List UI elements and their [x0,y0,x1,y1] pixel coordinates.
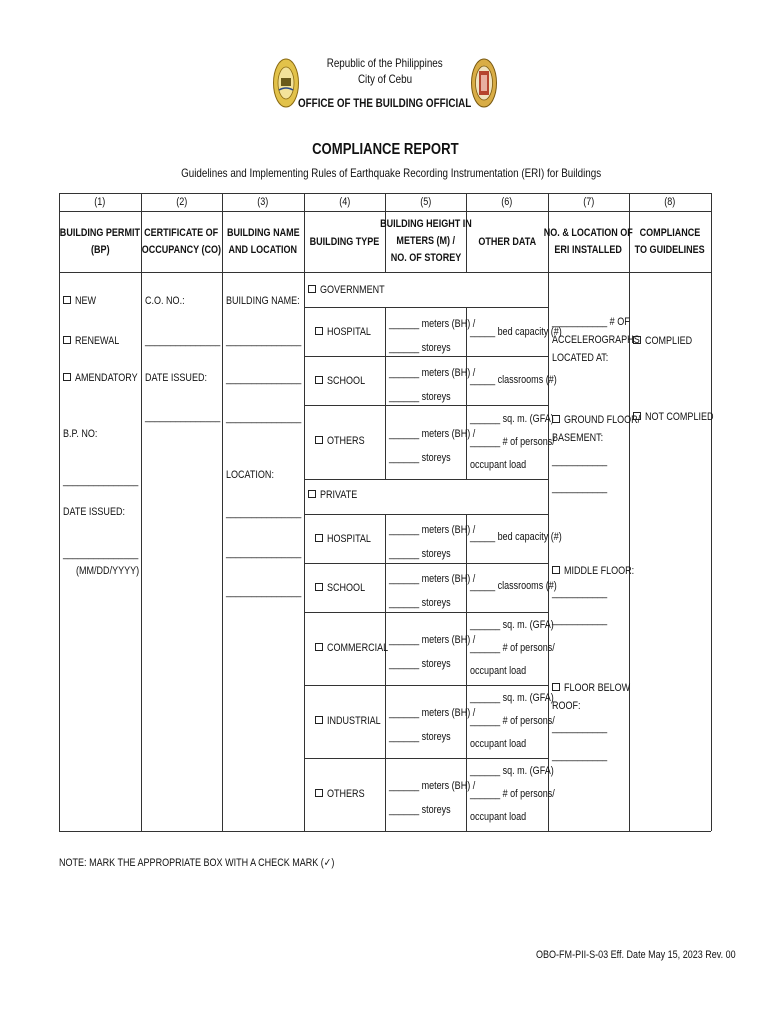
other-pvt-others[interactable]: ______ sq. m. (GFA) ______ # of persons/ occupant load [470,765,555,823]
co-no-field[interactable]: _______________ [145,335,221,347]
bp-no-label: B.P. NO: [63,428,98,440]
page-title: COMPLIANCE REPORT [311,141,459,158]
height-pvt-industrial[interactable]: ______ meters (BH) / ______ storeys [389,707,476,743]
height-pvt-commercial[interactable]: ______ meters (BH) / ______ storeys [389,634,476,670]
col-header-building-height: BUILDING HEIGHT IN METERS (M) / NO. OF STOREY [379,218,472,264]
co-no-label: C.O. NO.: [145,295,185,307]
height-gov-school[interactable]: ______ meters (BH) / ______ storeys [389,367,476,403]
location-field-1[interactable]: _______________ [226,507,302,519]
checkbox-floor-below-roof[interactable]: FLOOR BELOW ROOF: [552,682,631,712]
location-label: LOCATION: [226,469,274,481]
checkbox-not-complied[interactable]: NOT COMPLIED [633,411,729,423]
checkbox-new[interactable]: NEW [63,295,101,307]
height-pvt-school[interactable]: ______ meters (BH) / ______ storeys [389,573,476,609]
checkbox-gov-hospital[interactable]: HOSPITAL [315,326,381,338]
checkbox-complied[interactable]: COMPLIED [633,335,702,347]
col-header-building-permit: BUILDING PERMIT (BP) [59,226,141,256]
checkbox-middle-floor[interactable]: MIDDLE FLOOR: [552,565,650,577]
checkbox-pvt-school[interactable]: SCHOOL [315,582,373,594]
checkbox-gov-others[interactable]: OTHERS [315,435,373,447]
col-num-1: (1) [94,196,106,208]
ground-floor-field-2[interactable]: ___________ [552,482,608,494]
col-header-other-data: OTHER DATA [478,235,536,248]
col-num-5: (5) [419,196,432,208]
other-pvt-commercial[interactable]: ______ sq. m. (GFA) ______ # of persons/ occupant load [470,619,555,677]
middle-floor-field-1[interactable]: ___________ [552,587,608,599]
checkbox-pvt-commercial[interactable]: COMMERCIAL [315,642,402,654]
middle-floor-field-2[interactable]: ___________ [552,614,608,626]
checkbox-ground-floor[interactable]: GROUND FLOOR/ BASEMENT: [552,414,641,444]
col-header-building-name: BUILDING NAME AND LOCATION [226,226,300,256]
col-num-8: (8) [664,196,676,208]
other-gov-school[interactable]: _____ classrooms (#) [470,374,557,386]
other-gov-others[interactable]: ______ sq. m. (GFA) ______ # of persons/ occupant load [470,413,555,471]
eri-count-field[interactable]: ___________ # OF ACCELEROGRAPHS LOCATED AT: [552,316,640,364]
check-mark-note: NOTE: MARK THE APPROPRIATE BOX WITH A CHECK MARK (✓) [59,857,335,869]
bp-date-field[interactable]: _______________ [63,548,139,560]
other-gov-hospital[interactable]: _____ bed capacity (#) [470,326,562,338]
checkbox-pvt-hospital[interactable]: HOSPITAL [315,533,381,545]
checkbox-private[interactable]: PRIVATE [308,489,365,501]
checkbox-pvt-others[interactable]: OTHERS [315,788,373,800]
building-name-field-1[interactable]: _______________ [226,335,302,347]
form-code-footer: OBO-FM-PII-S-03 Eff. Date May 15, 2023 Rev. 00 [536,949,736,961]
height-gov-others[interactable]: ______ meters (BH) / ______ storeys [389,428,476,464]
checkbox-amendatory[interactable]: AMENDATORY [63,372,151,384]
col-header-eri-location: NO. & LOCATION OF ERI INSTALLED [543,226,634,256]
checkbox-pvt-industrial[interactable]: INDUSTRIAL [315,715,392,727]
other-pvt-school[interactable]: _____ classrooms (#) [470,580,557,592]
col-header-certificate-occupancy: CERTIFICATE OF OCCUPANCY (CO) [141,226,222,256]
header-office: OFFICE OF THE BUILDING OFFICIAL [298,96,472,110]
building-name-field-2[interactable]: _______________ [226,373,302,385]
col-num-4: (4) [338,196,351,208]
col-num-6: (6) [501,196,513,208]
other-pvt-industrial[interactable]: ______ sq. m. (GFA) ______ # of persons/ occupant load [470,692,555,750]
location-field-2[interactable]: _______________ [226,547,302,559]
col-num-2: (2) [175,196,188,208]
checkbox-gov-school[interactable]: SCHOOL [315,375,373,387]
checkbox-government[interactable]: GOVERNMENT [308,284,399,296]
date-format-hint: (MM/DD/YYYY) [76,565,140,577]
co-date-field[interactable]: _______________ [145,411,221,423]
roof-field-2[interactable]: ___________ [552,750,608,762]
co-date-issued-label: DATE ISSUED: [145,372,207,384]
bp-date-issued-label: DATE ISSUED: [63,506,125,518]
checkbox-renewal[interactable]: RENEWAL [63,335,129,347]
height-pvt-hospital[interactable]: ______ meters (BH) / ______ storeys [389,524,476,560]
ground-floor-field-1[interactable]: ___________ [552,455,608,467]
col-header-compliance: COMPLIANCE TO GUIDELINES [634,226,706,256]
building-name-label: BUILDING NAME: [226,295,300,307]
location-field-3[interactable]: _______________ [226,586,302,598]
other-pvt-hospital[interactable]: _____ bed capacity (#) [470,531,562,543]
header-city: City of Cebu [357,72,413,86]
roof-field-1[interactable]: ___________ [552,722,608,734]
col-num-7: (7) [582,196,595,208]
height-gov-hospital[interactable]: ______ meters (BH) / ______ storeys [389,318,476,354]
page-subtitle: Guidelines and Implementing Rules of Earthquake Recording Instrumentation (ERI) for Buildings [181,166,602,180]
col-num-3: (3) [257,196,269,208]
building-name-field-3[interactable]: _______________ [226,412,302,424]
header-republic: Republic of the Philippines [327,56,443,70]
bp-no-field[interactable]: _______________ [63,475,139,487]
col-header-building-type: BUILDING TYPE [309,235,380,248]
height-pvt-others[interactable]: ______ meters (BH) / ______ storeys [389,780,476,816]
